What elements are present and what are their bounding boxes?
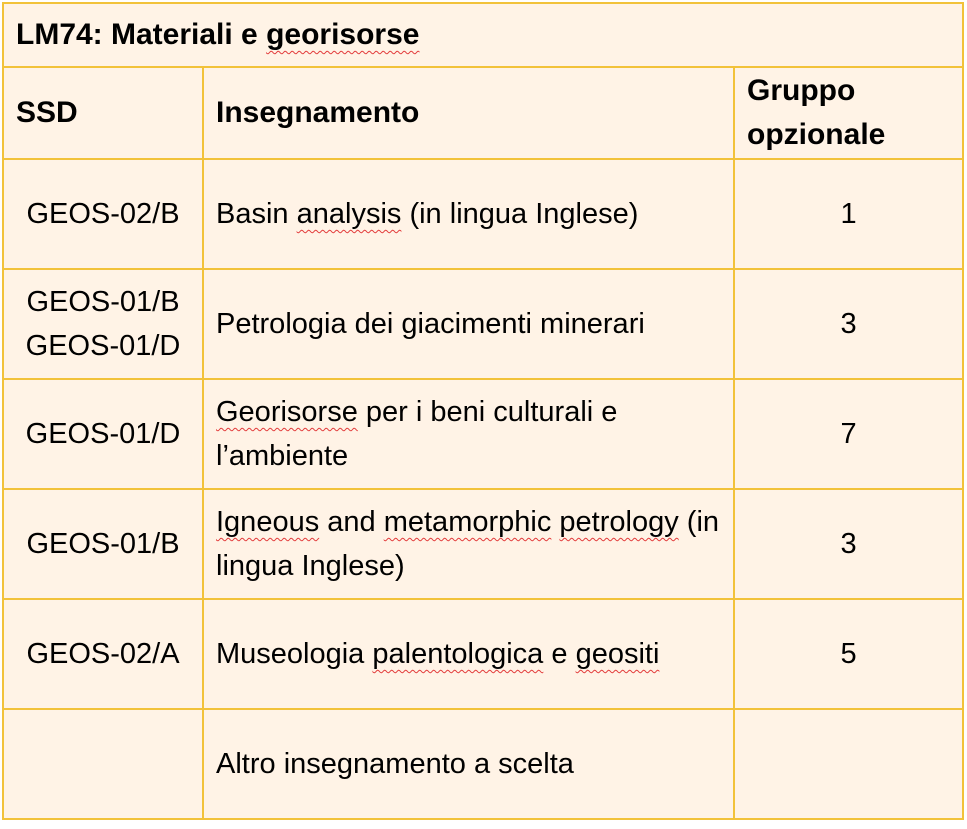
ssd-cell [3, 709, 203, 819]
header-ssd: SSD [3, 67, 203, 159]
ssd-code: GEOS-01/D [25, 418, 181, 450]
course-cell: Basin analysis (in lingua Inglese) [203, 159, 734, 269]
ssd-code: GEOS-01/B [26, 528, 180, 560]
table-row [3, 599, 963, 709]
course-cell: Petrologia dei giacimenti minerari [203, 269, 734, 379]
table-row [3, 379, 963, 489]
ssd-code: GEOS-01/D [25, 330, 181, 362]
course-table [2, 2, 964, 820]
group-cell: 3 [734, 489, 963, 599]
header-course: Insegnamento [203, 67, 734, 159]
group-cell [734, 709, 963, 819]
ssd-cell [3, 269, 203, 379]
ssd-cell [3, 379, 203, 489]
group-cell: 5 [734, 599, 963, 709]
table-row [3, 159, 963, 269]
group-cell: 3 [734, 269, 963, 379]
table-title: LM74: Materiali e georisorse [3, 3, 963, 67]
table-row [3, 269, 963, 379]
group-cell: 1 [734, 159, 963, 269]
course-cell: Altro insegnamento a scelta [203, 709, 734, 819]
ssd-cell [3, 159, 203, 269]
course-cell: Georisorse per i beni culturali e l’ambiente [203, 379, 734, 489]
table-body [3, 159, 963, 819]
table-row [3, 489, 963, 599]
ssd-code: GEOS-02/B [26, 198, 180, 230]
header-group: Gruppo opzionale [734, 67, 963, 159]
ssd-cell [3, 489, 203, 599]
ssd-code: GEOS-01/B [26, 286, 180, 318]
table-row [3, 709, 963, 819]
ssd-code: GEOS-02/A [26, 638, 180, 670]
ssd-cell [3, 599, 203, 709]
group-cell: 7 [734, 379, 963, 489]
course-cell: Igneous and metamorphic petrology (in lingua Inglese) [203, 489, 734, 599]
table-header-row [3, 67, 963, 159]
course-cell: Museologia palentologica e geositi [203, 599, 734, 709]
table-title-row [3, 3, 963, 67]
